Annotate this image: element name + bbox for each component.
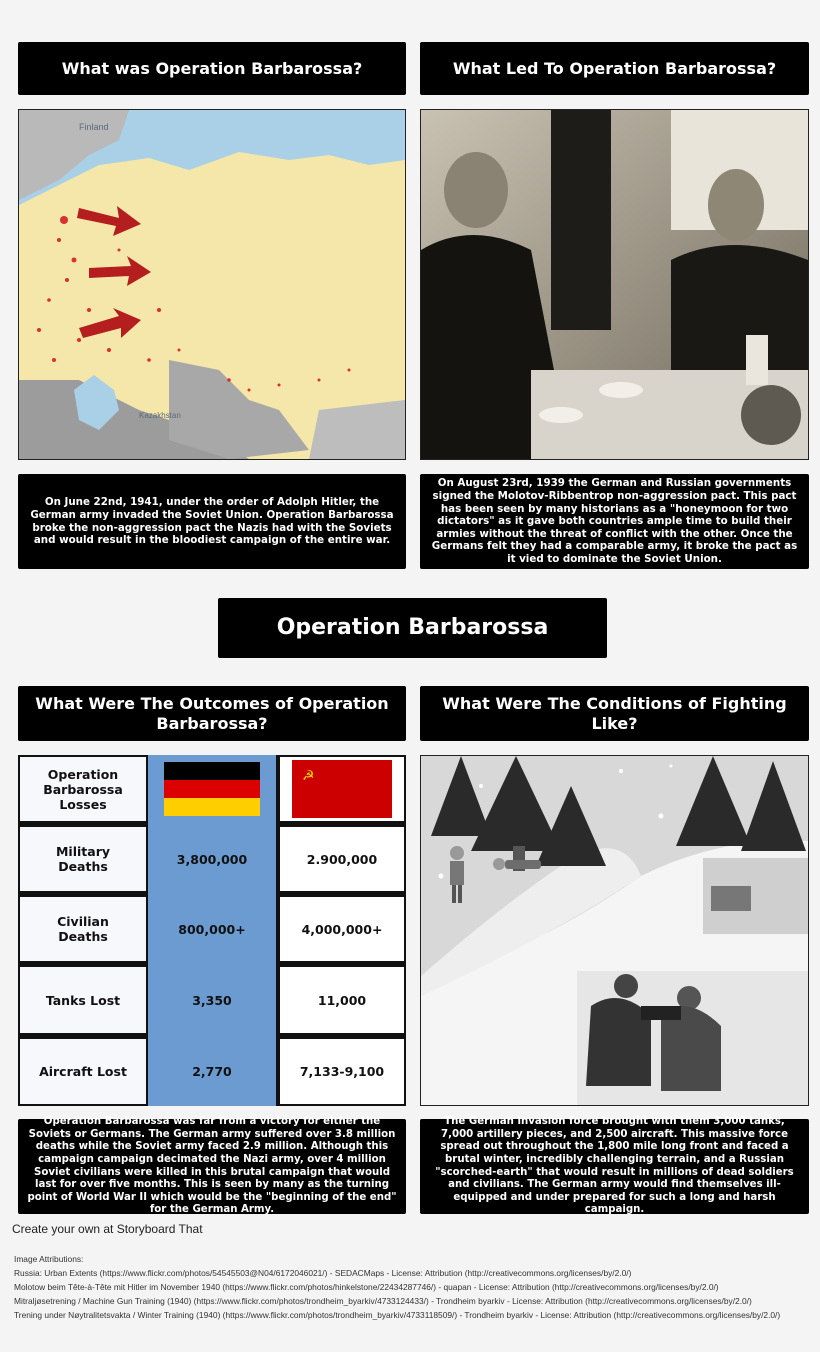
- table-corner-text: Operation Barbarossa Losses: [43, 766, 123, 812]
- header-what-was: [18, 42, 406, 95]
- header-what-led-text: What Led To Operation Barbarossa?: [452, 58, 777, 78]
- losses-table: [18, 755, 406, 1106]
- soviet-civilian-text: 4,000,000+: [301, 921, 383, 937]
- row-label-tanks-text: Tanks Lost: [45, 992, 121, 1008]
- germany-civilian-text: 800,000+: [178, 921, 246, 937]
- text-what-was: [18, 474, 406, 569]
- row-label-military-text: Military Deaths: [55, 844, 111, 874]
- table-corner-label: [18, 755, 148, 823]
- meeting-photo: [420, 109, 809, 460]
- header-conditions-text: What Were The Conditions of Fighting Like?: [442, 693, 787, 733]
- germany-flag-icon: [164, 762, 260, 816]
- attribution-item: Russia: Urban Extents (https://www.flickr.com/photos/54545503@N04/6172046021/) - SEDACMaps - License: Attribution (http://creativecommons.org/licenses/by/2.0/): [14, 1268, 632, 1278]
- soviet-tanks: [278, 965, 406, 1035]
- soviet-civilian: [278, 895, 406, 963]
- soviet-flag-icon: [292, 760, 392, 818]
- row-label-tanks: [18, 965, 148, 1035]
- attribution-item: Molotow beim Tête-à-Tête mit Hitler im November 1940 (https://www.flickr.com/photos/hinkelstone/22434287746/) - quapan - License: Attribution (http://creativecommons.org/licenses/by/2.0/): [14, 1282, 719, 1292]
- soviet-aircraft-text: 7,133-9,100: [299, 1064, 385, 1079]
- germany-aircraft-text: 2,770: [192, 1064, 232, 1079]
- map-label-finland: Finland: [79, 122, 109, 132]
- row-label-civilian: [18, 895, 148, 963]
- storyboard-credit[interactable]: Create your own at Storyboard That: [12, 1222, 203, 1236]
- header-outcomes-text: What Were The Outcomes of Operation Barbarossa?: [35, 693, 389, 733]
- soviet-tanks-text: 11,000: [317, 992, 367, 1008]
- text-outcomes-content: Operation Barbarossa was far from a victory for either the Soviets or Germans. The German army suffered over 3.8 million deaths while the Soviet army faced 2.9 million. Although this campaign campaign decimated the Nazi army, over 4 million Soviet civilians were killed in this brutal campaign that would last for over five months. This is seen by many as the turning point of World War II which would be the "beginning of the end" for the German Army.: [27, 1116, 397, 1216]
- germany-tanks: [148, 965, 276, 1035]
- attribution-item: Trening under Nøytralitetsvakta / Winter Training (1940) (https://www.flickr.com/photos/trondheim_byarkiv/4733118509/) - Trondheim byarkiv - License: Attribution (http://creativecommons.org/licenses/by/2.0/): [14, 1310, 781, 1320]
- header-what-was-text: What was Operation Barbarossa?: [61, 58, 363, 78]
- germany-aircraft: [148, 1037, 276, 1106]
- center-title: [218, 598, 607, 658]
- text-what-was-content: On June 22nd, 1941, under the order of Adolph Hitler, the German army invaded the Soviet Union. Operation Barbarossa broke the non-aggression pact the Nazis had with the Soviets and would result in the bloodiest campaign of the entire war.: [30, 496, 394, 547]
- text-what-led: [420, 474, 809, 569]
- germany-military-text: 3,800,000: [176, 851, 248, 867]
- header-what-led: [420, 42, 809, 95]
- row-label-military: [18, 825, 148, 893]
- germany-flag-cell: [148, 755, 276, 823]
- attributions-title: Image Attributions:: [14, 1254, 84, 1264]
- header-conditions: [420, 686, 809, 741]
- germany-tanks-text: 3,350: [192, 992, 232, 1008]
- winter-scene: [420, 755, 809, 1106]
- soviet-military-text: 2.900,000: [306, 851, 378, 867]
- attribution-item: Mitraljøsetrening / Machine Gun Training (1940) (https://www.flickr.com/photos/trondheim_byarkiv/4733124433/) - Trondheim byarkiv - License: Attribution (http://creativecommons.org/licenses/by/2.0/): [14, 1296, 752, 1306]
- row-label-civilian-text: Civilian Deaths: [57, 914, 109, 944]
- svg-text:☭: ☭: [302, 768, 315, 784]
- soviet-military: [278, 825, 406, 893]
- row-label-aircraft: [18, 1037, 148, 1106]
- text-what-led-content: On August 23rd, 1939 the German and Russian governments signed the Molotov-Ribbentrop non-aggression pact. This pact has been seen by many historians as a "honeymoon for two dictators" as it gave both countries ample time to build their armies without the threat of conflict with the other. Once the Germans felt they had a comparable army, it broke the pact as it vied to dominate the Soviet Union.: [431, 477, 798, 565]
- text-conditions: [420, 1116, 809, 1216]
- text-conditions-content: The German invasion force brought with them 3,000 tanks, 7,000 artillery pieces, and 2,500 aircraft. This massive force spread out throughout the 1,800 mile long front and faced a brutal winter, incredibly challenging terrain, and a Russian "scorched-earth" that would result in millions of dead soldiers and civilians. The German army would find themselves ill-equipped and under prepared for such a long and harsh campaign.: [435, 1116, 794, 1216]
- header-outcomes: [18, 686, 406, 741]
- text-outcomes: [18, 1116, 406, 1216]
- row-label-aircraft-text: Aircraft Lost: [39, 1064, 127, 1079]
- center-title-text: Operation Barbarossa: [276, 615, 549, 640]
- map-image: [18, 109, 406, 460]
- germany-military: [148, 825, 276, 893]
- map-label-kazakhstan: Kazakhstan: [139, 411, 181, 420]
- germany-civilian: [148, 895, 276, 963]
- soviet-flag-cell: [278, 755, 406, 823]
- soviet-aircraft: [278, 1037, 406, 1106]
